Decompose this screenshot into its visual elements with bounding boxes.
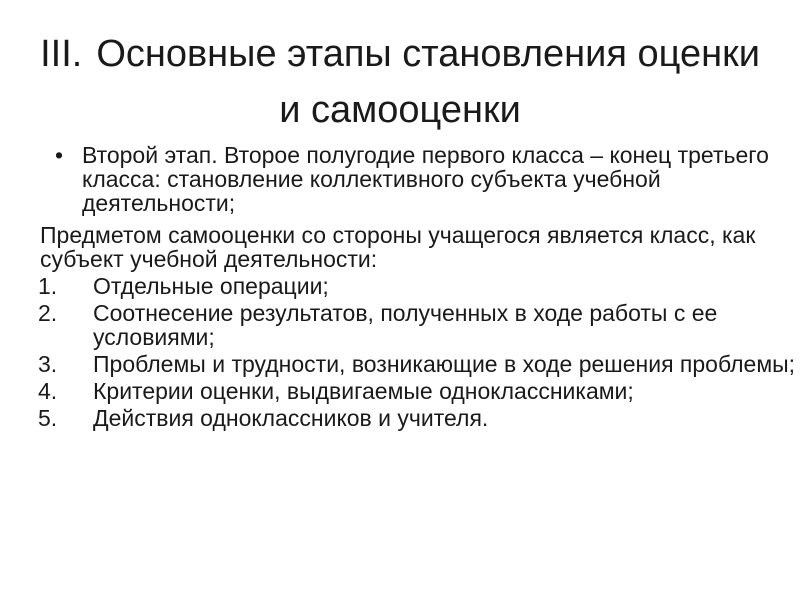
slide-title [40,26,760,138]
list-item [0,301,800,349]
title-text: Основные этапы становления оценки и самооценки [96,33,760,131]
bullet-dot-icon: • [55,142,64,168]
list-item-text: Критерии оценки, выдвигаемые одноклассниками; [93,378,634,404]
list-item-number: 1. [38,273,58,299]
list-item-number: 3. [38,351,58,377]
list-item [0,379,800,403]
list-item [0,274,800,298]
list-item [0,352,800,376]
numbered-list [0,274,800,430]
intro-paragraph: Предметом самооценки со стороны учащегося является класс, как субъект учебной деятельности: [40,222,756,272]
slide-body [0,143,800,430]
list-item [0,406,800,430]
bullet-item [0,143,800,215]
bullet-text: Второй этап. Второе полугодие первого класса – конец третьего класса: становление коллективного субъекта учебной деятельности; [82,142,769,216]
list-item-number: 2. [38,300,58,326]
list-item-text: Проблемы и трудности, возникающие в ходе решения проблемы; [93,351,796,377]
title-number: III. [40,33,83,75]
list-item-text: Отдельные операции; [93,273,329,299]
list-item-text: Соотнесение результатов, полученных в ходе работы с ее условиями; [93,300,718,350]
list-item-number: 4. [38,378,58,404]
list-item-text: Действия одноклассников и учителя. [93,405,489,431]
list-item-number: 5. [38,405,58,431]
